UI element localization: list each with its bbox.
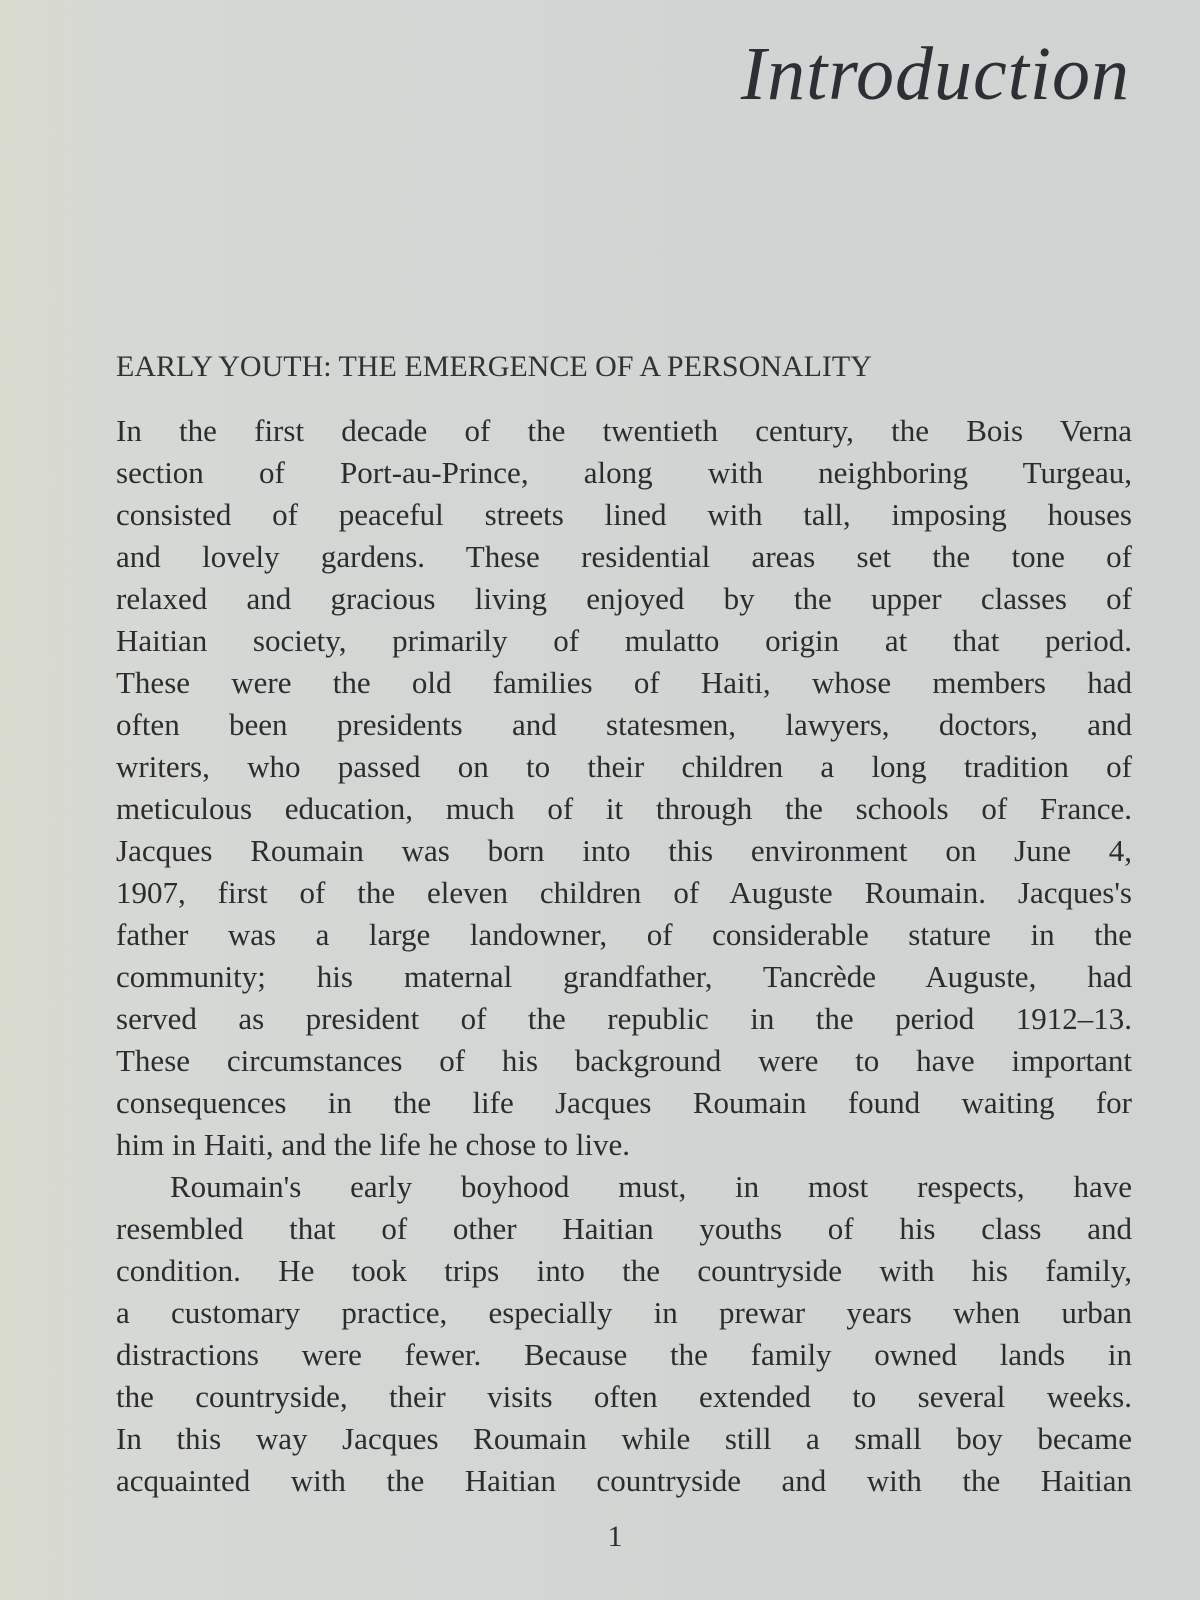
text-line: In this way Jacques Roumain while still a small boy became (116, 1421, 1132, 1456)
text-line: consequences in the life Jacques Roumain found waiting for (116, 1085, 1132, 1120)
text-line: a customary practice, especially in prewar years when urban (116, 1295, 1132, 1330)
text-line: In the first decade of the twentieth century, the Bois Verna (116, 413, 1132, 448)
text-line: writers, who passed on to their children a long tradition of (116, 749, 1132, 784)
text-line: father was a large landowner, of considerable stature in the (116, 917, 1132, 952)
text-line: and lovely gardens. These residential areas set the tone of (116, 539, 1132, 574)
text-line: the countryside, their visits often extended to several weeks. (116, 1379, 1132, 1414)
text-line: Haitian society, primarily of mulatto origin at that period. (116, 623, 1132, 658)
text-line: condition. He took trips into the countryside with his family, (116, 1253, 1132, 1288)
text-line: resembled that of other Haitian youths of his class and (116, 1211, 1132, 1246)
section-heading: EARLY YOUTH: THE EMERGENCE OF A PERSONALITY (116, 350, 872, 383)
text-line: relaxed and gracious living enjoyed by the upper classes of (116, 581, 1132, 616)
text-line: distractions were fewer. Because the family owned lands in (116, 1337, 1132, 1372)
paragraph-2 (116, 1166, 1132, 1502)
text-line: meticulous education, much of it through the schools of France. (116, 791, 1132, 826)
paragraph-1 (116, 410, 1132, 1166)
chapter-title: Introduction (740, 32, 1130, 116)
text-line: section of Port-au-Prince, along with neighboring Turgeau, (116, 455, 1132, 490)
text-line: 1907, first of the eleven children of Auguste Roumain. Jacques's (116, 875, 1132, 910)
text-line: These were the old families of Haiti, whose members had (116, 665, 1132, 700)
text-line: him in Haiti, and the life he chose to live. (116, 1127, 630, 1162)
text-line: Roumain's early boyhood must, in most respects, have (170, 1169, 1132, 1204)
text-line: served as president of the republic in the period 1912–13. (116, 1001, 1132, 1036)
text-line: These circumstances of his background were to have important (116, 1043, 1132, 1078)
text-line: often been presidents and statesmen, lawyers, doctors, and (116, 707, 1132, 742)
text-line: Jacques Roumain was born into this environment on June 4, (116, 833, 1132, 868)
text-line: acquainted with the Haitian countryside and with the Haitian (116, 1463, 1132, 1498)
text-line: consisted of peaceful streets lined with tall, imposing houses (116, 497, 1132, 532)
text-line: community; his maternal grandfather, Tancrède Auguste, had (116, 959, 1132, 994)
body-text (116, 410, 1132, 1502)
page-number: 1 (607, 1520, 623, 1553)
